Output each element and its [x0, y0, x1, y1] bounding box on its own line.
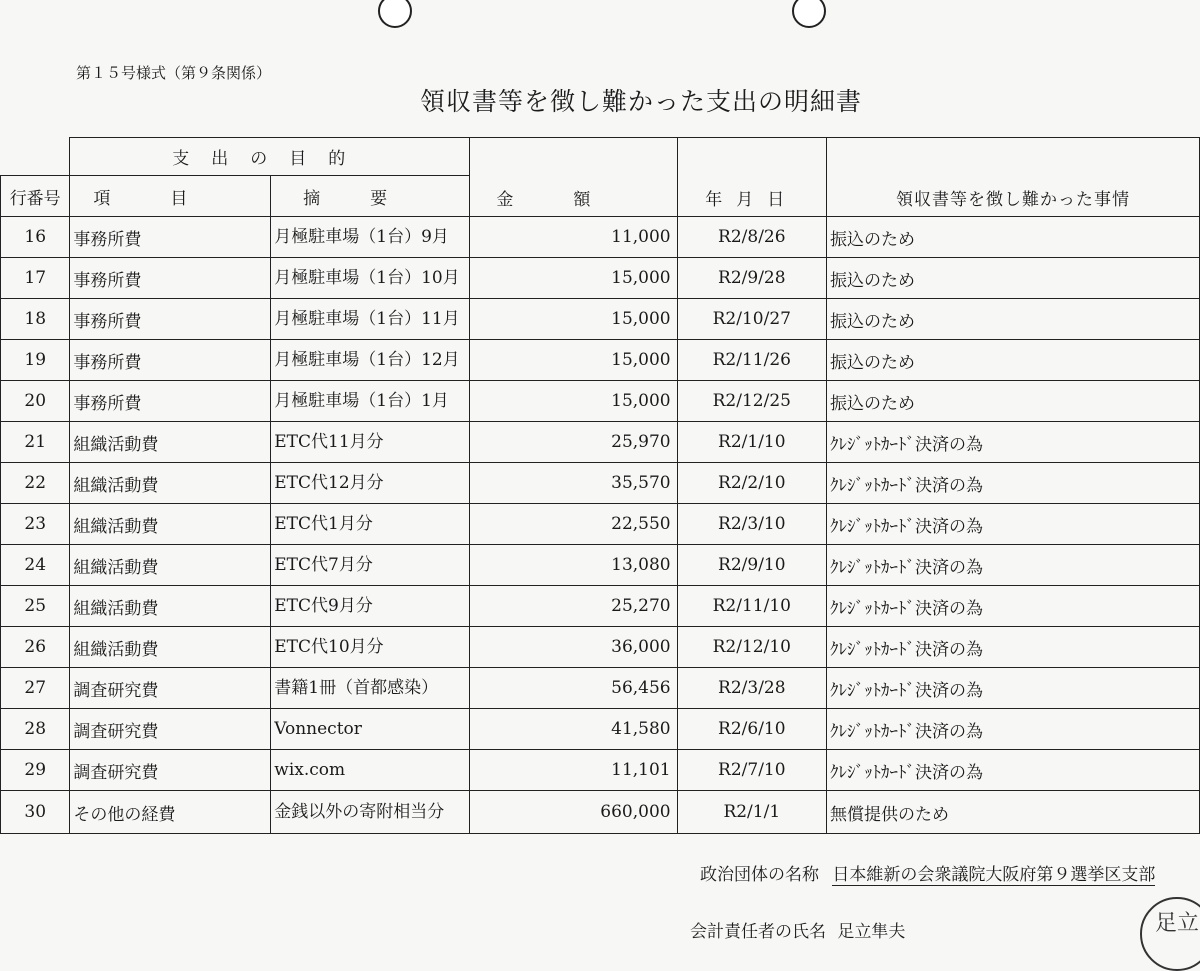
amount-cell: 35,570	[470, 463, 678, 504]
date-cell: R2/9/28	[677, 258, 826, 299]
table-row	[1, 627, 1200, 668]
line-number-cell: 18	[1, 299, 70, 340]
item-cell: その他の経費	[70, 791, 271, 834]
amount-cell: 15,000	[470, 258, 678, 299]
treasurer-label: 会計責任者の氏名	[690, 922, 826, 942]
table-row	[1, 422, 1200, 463]
organization-label: 政治団体の名称	[700, 865, 819, 885]
amount-cell: 15,000	[470, 340, 678, 381]
description-cell: wix.com	[271, 750, 470, 791]
description-header: 摘要	[271, 176, 470, 217]
line-number-cell: 19	[1, 340, 70, 381]
date-cell: R2/10/27	[677, 299, 826, 340]
table-row	[1, 791, 1200, 834]
date-cell: R2/3/10	[677, 504, 826, 545]
amount-cell: 56,456	[470, 668, 678, 709]
amount-cell: 25,270	[470, 586, 678, 627]
blank-header-cell	[1, 138, 70, 176]
description-cell: 月極駐車場（1台）1月	[271, 381, 470, 422]
organization-name-line	[700, 860, 1155, 885]
form-number: 第１５号様式（第９条関係）	[76, 64, 272, 82]
amount-cell: 22,550	[470, 504, 678, 545]
reason-cell: 振込のため	[826, 299, 1199, 340]
date-cell: R2/11/26	[677, 340, 826, 381]
description-cell: 月極駐車場（1台）11月	[271, 299, 470, 340]
date-cell: R2/12/25	[677, 381, 826, 422]
line-number-cell: 30	[1, 791, 70, 834]
reason-cell: 振込のため	[826, 381, 1199, 422]
table-row	[1, 586, 1200, 627]
reason-header: 領収書等を徴し難かった事情	[826, 138, 1199, 217]
line-number-cell: 23	[1, 504, 70, 545]
reason-cell: 振込のため	[826, 217, 1199, 258]
description-cell: 書籍1冊（首都感染）	[271, 668, 470, 709]
item-cell: 組織活動費	[70, 422, 271, 463]
line-number-cell: 25	[1, 586, 70, 627]
table-row	[1, 709, 1200, 750]
organization-name: 日本維新の会衆議院大阪府第９選挙区支部	[832, 865, 1156, 885]
treasurer-name: 足立隼夫	[837, 922, 906, 942]
description-cell: 月極駐車場（1台）12月	[271, 340, 470, 381]
description-cell: ETC代10月分	[271, 627, 470, 668]
amount-cell: 11,000	[470, 217, 678, 258]
item-header: 項目	[70, 176, 271, 217]
description-cell: 月極駐車場（1台）10月	[271, 258, 470, 299]
item-cell: 事務所費	[70, 299, 271, 340]
description-cell: ETC代12月分	[271, 463, 470, 504]
amount-cell: 13,080	[470, 545, 678, 586]
item-cell: 組織活動費	[70, 586, 271, 627]
document-title: 領収書等を徴し難かった支出の明細書	[420, 87, 863, 116]
line-number-cell: 22	[1, 463, 70, 504]
item-cell: 事務所費	[70, 340, 271, 381]
date-cell: R2/11/10	[677, 586, 826, 627]
date-cell: R2/12/10	[677, 627, 826, 668]
amount-cell: 11,101	[470, 750, 678, 791]
amount-cell: 25,970	[470, 422, 678, 463]
amount-cell: 15,000	[470, 381, 678, 422]
line-number-cell: 16	[1, 217, 70, 258]
amount-cell: 36,000	[470, 627, 678, 668]
amount-cell: 15,000	[470, 299, 678, 340]
item-cell: 調査研究費	[70, 750, 271, 791]
reason-cell: ｸﾚｼﾞｯﾄｶｰﾄﾞ決済の為	[826, 422, 1199, 463]
date-header: 年月日	[677, 138, 826, 217]
expense-table	[0, 137, 1200, 834]
item-cell: 事務所費	[70, 258, 271, 299]
reason-cell: ｸﾚｼﾞｯﾄｶｰﾄﾞ決済の為	[826, 627, 1199, 668]
seal-stamp: 足立	[1140, 897, 1200, 971]
table-row	[1, 381, 1200, 422]
item-cell: 組織活動費	[70, 463, 271, 504]
amount-cell: 660,000	[470, 791, 678, 834]
item-cell: 組織活動費	[70, 504, 271, 545]
reason-cell: ｸﾚｼﾞｯﾄｶｰﾄﾞ決済の為	[826, 709, 1199, 750]
date-cell: R2/9/10	[677, 545, 826, 586]
item-cell: 組織活動費	[70, 545, 271, 586]
description-cell: Vonnector	[271, 709, 470, 750]
table-row	[1, 668, 1200, 709]
date-cell: R2/8/26	[677, 217, 826, 258]
item-cell: 事務所費	[70, 217, 271, 258]
date-cell: R2/1/1	[677, 791, 826, 834]
purpose-group-header: 支出の目的	[70, 138, 470, 176]
table-row	[1, 299, 1200, 340]
table-row	[1, 504, 1200, 545]
line-number-cell: 24	[1, 545, 70, 586]
description-cell: 金銭以外の寄附相当分	[271, 791, 470, 834]
line-number-cell: 17	[1, 258, 70, 299]
treasurer-line	[690, 917, 905, 942]
line-number-cell: 26	[1, 627, 70, 668]
amount-cell: 41,580	[470, 709, 678, 750]
reason-cell: ｸﾚｼﾞｯﾄｶｰﾄﾞ決済の為	[826, 504, 1199, 545]
line-number-cell: 20	[1, 381, 70, 422]
line-number-cell: 27	[1, 668, 70, 709]
item-cell: 調査研究費	[70, 668, 271, 709]
line-number-cell: 21	[1, 422, 70, 463]
amount-header: 金額	[470, 138, 678, 217]
table-row	[1, 545, 1200, 586]
item-cell: 調査研究費	[70, 709, 271, 750]
reason-cell: 振込のため	[826, 340, 1199, 381]
date-cell: R2/3/28	[677, 668, 826, 709]
line-number-cell: 29	[1, 750, 70, 791]
date-cell: R2/1/10	[677, 422, 826, 463]
reason-cell: ｸﾚｼﾞｯﾄｶｰﾄﾞ決済の為	[826, 750, 1199, 791]
table-row	[1, 217, 1200, 258]
reason-cell: ｸﾚｼﾞｯﾄｶｰﾄﾞ決済の為	[826, 586, 1199, 627]
line-number-header: 行番号	[1, 176, 70, 217]
date-cell: R2/2/10	[677, 463, 826, 504]
date-cell: R2/7/10	[677, 750, 826, 791]
date-cell: R2/6/10	[677, 709, 826, 750]
reason-cell: ｸﾚｼﾞｯﾄｶｰﾄﾞ決済の為	[826, 668, 1199, 709]
reason-cell: ｸﾚｼﾞｯﾄｶｰﾄﾞ決済の為	[826, 545, 1199, 586]
table-row	[1, 750, 1200, 791]
item-cell: 組織活動費	[70, 627, 271, 668]
punch-hole-left	[378, 0, 412, 28]
table-row	[1, 340, 1200, 381]
description-cell: ETC代9月分	[271, 586, 470, 627]
line-number-cell: 28	[1, 709, 70, 750]
reason-cell: 振込のため	[826, 258, 1199, 299]
description-cell: ETC代7月分	[271, 545, 470, 586]
table-row	[1, 463, 1200, 504]
punch-hole-right	[792, 0, 826, 28]
description-cell: ETC代1月分	[271, 504, 470, 545]
description-cell: 月極駐車場（1台）9月	[271, 217, 470, 258]
reason-cell: 無償提供のため	[826, 791, 1199, 834]
description-cell: ETC代11月分	[271, 422, 470, 463]
item-cell: 事務所費	[70, 381, 271, 422]
table-row	[1, 258, 1200, 299]
reason-cell: ｸﾚｼﾞｯﾄｶｰﾄﾞ決済の為	[826, 463, 1199, 504]
